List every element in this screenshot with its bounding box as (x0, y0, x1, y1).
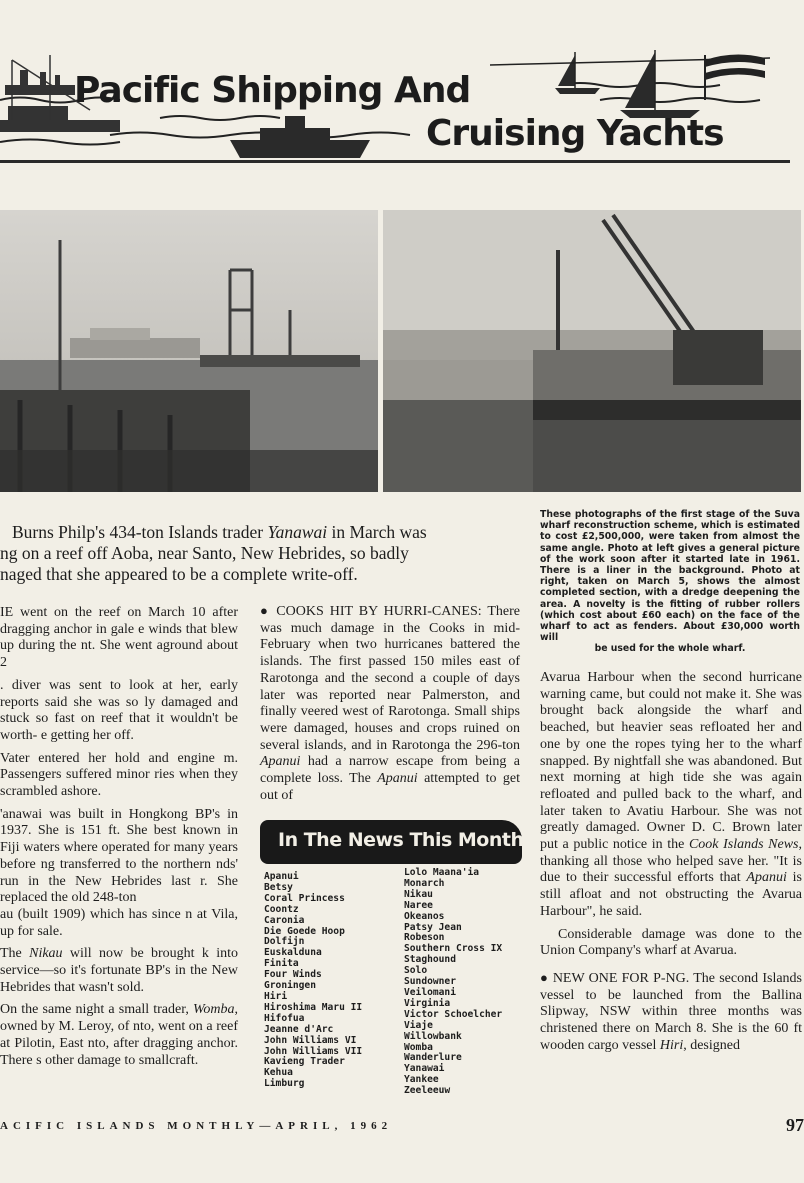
col3-para-1: Avarua Harbour when the second hurricane warning came, but could not make it. She was brought back alongside the wharf and beached, but heavier seas refloated her and one by one the ropes tying her to the wharf snapped. By nightfall she was abandoned. But next morning at high tide she was again refloated and pulled back to the wharf, and later taken to Avatiu Harbour. She was not greatly damaged. Owner D. C. Brown later put a public notice in the (540, 670, 802, 853)
ship-list-item: Coral Princess (264, 892, 345, 904)
column-3 (540, 670, 802, 1060)
col1-para-5a: The (0, 946, 22, 962)
photo-caption (540, 509, 800, 655)
ship-list-right (404, 868, 502, 1097)
col3-ship-apanui: Apanui (746, 870, 787, 886)
caption-text: These photographs of the first stage of the Suva wharf reconstruction scheme, which is estimated to cost £2,500,000, were taken from almost the same angle. Photo at left gives a general picture of the work soon after it started late in 1961. There is a liner in the background. Photo at right, taken on March 5, shows the almost completed section, with a dredge deepening the area. A novelty is the fitting of rubber rollers (which cost about £60 each) on the face of the wharf to act as fenders. About £30,000 worth will (540, 509, 800, 644)
ship-list-item: Zeeleeuw (404, 1085, 451, 1097)
wharf-photo-right (383, 210, 801, 492)
intro-line-3: naged that she appeared to be a complete write-off. (0, 564, 358, 584)
page-footer: ACIFIC ISLANDS MONTHLY—APRIL, 1962 (0, 1120, 393, 1132)
intro-line-2: ng on a reef off Aoba, near Santo, New Hebrides, so badly (0, 543, 409, 563)
ship-list-item: Willowbank (404, 1030, 462, 1042)
ship-list-item: Groningen (264, 980, 316, 992)
ship-list-item: Robeson (404, 932, 445, 944)
col3-para-1b: , thanking all those who helped save her. "It is due to their successful efforts that (540, 837, 803, 886)
col1-ship-womba: Womba (193, 1002, 235, 1018)
bullet-icon: ● (540, 969, 549, 985)
ship-list-item: Apanui (264, 871, 299, 882)
ship-list-item: Victor Schoelcher (404, 1008, 503, 1020)
col3-para-2: Considerable damage was done to the Union Company's wharf at Avarua. (540, 926, 802, 959)
ship-list-item: Dolfijn (264, 936, 305, 948)
ship-list-item: Naree (404, 899, 433, 911)
bullet-icon: ● (260, 603, 271, 618)
col2-text: There was much damage in the Cooks in mid-February when two hurricanes battered the islands. The first passed 150 miles east of Rarotonga and the second a couple of days later was reported near Palmerston, and finally veered west of Rarotonga. Small ships were damaged, houses and crops ruined on several islands, and in Rarotonga the 296-ton (260, 604, 521, 753)
ship-list-left (264, 872, 362, 1090)
news-box-title: In The News This Month (278, 829, 524, 851)
col1-para-3: Vater entered her hold and engine m. Passengers suffered minor ries when they scrambled ashore. (0, 750, 238, 800)
ship-list-item: Okeanos (404, 910, 445, 922)
header-banner (0, 40, 801, 170)
col1-para-6b: , owned by M. Leroy, of nto, went on a reef at Pilotin, East nto, after dragging anchor. There s other damage to smallcraft. (0, 1002, 239, 1068)
ship-list-item: John Williams VII (264, 1045, 363, 1057)
ship-list-item: Solo (404, 965, 428, 977)
col3-para-3: The second Islands vessel to be launched from the Ballina Slipway, NSW within three months was christened there on March 8. She is the 60 ft wooden cargo vessel (540, 970, 802, 1053)
col3-paper-name: Cook Islands News (688, 837, 799, 853)
ship-list-item: Patsy Jean (404, 921, 462, 933)
title-line-2: Cruising Yachts (426, 113, 724, 154)
ship-list-item: Caronia (264, 914, 305, 926)
photo-wharf-completed (383, 210, 801, 492)
caption-text-end: be used for the whole wharf. (594, 643, 746, 655)
col3-heading: NEW ONE FOR P-NG. (552, 970, 690, 986)
ship-list-item: Coontz (264, 903, 299, 915)
news-box (260, 820, 522, 864)
ship-list-item: Finita (264, 958, 299, 970)
col3-para-1c: is still afloat and not obstructing the Avarua Harbour", he said. (540, 870, 803, 919)
ship-list-item: Hiroshima Maru II (264, 1001, 363, 1013)
ship-list-item: Limburg (264, 1078, 305, 1090)
col2-text-2: had a narrow escape from being a complete loss. The (260, 754, 520, 787)
ship-list-item: Monarch (404, 877, 445, 889)
col2-heading: COOKS HIT BY HURRI-CANES: (276, 604, 482, 619)
col3-ship-hiri: Hiri (659, 1037, 684, 1053)
ship-list-item: Virginia (404, 997, 451, 1009)
ship-list-item: Jeanne d'Arc (264, 1023, 334, 1035)
intro-text-2: in March was (331, 522, 427, 542)
ship-list-item: Yankee (404, 1074, 439, 1086)
ship-list-item: Veilomani (404, 986, 456, 998)
wharf-photo-left (0, 210, 378, 492)
ship-list-item: Euskalduna (264, 947, 322, 959)
ship-list-item: Kehua (264, 1067, 293, 1079)
col1-para-5b: will now be brought k into service—so it's fortunate BP's in the New Hebrides that wasn't sold. (0, 946, 239, 995)
ship-list-item: Womba (404, 1041, 433, 1053)
col3-para-3b: , designed (683, 1037, 740, 1053)
page-number: 97 (786, 1115, 804, 1135)
ship-list-item: Staghound (404, 954, 456, 966)
ship-list-item: Yanawai (404, 1063, 445, 1075)
ship-list-item: Hiri (264, 990, 288, 1002)
photo-wharf-early (0, 210, 378, 492)
ship-list-item: Wanderlure (404, 1052, 462, 1064)
ship-list-item: Southern Cross IX (404, 943, 503, 955)
intro-text-1: Burns Philp's 434-ton Islands trader (12, 522, 264, 542)
ship-list-item: Viaje (404, 1019, 433, 1031)
ship-list-item: Hifofua (264, 1012, 305, 1024)
col1-para-6a: On the same night a small trader, (0, 1002, 189, 1018)
ship-list-item: Kavieng Trader (264, 1056, 345, 1068)
col2-text-3: attempted to get out of (260, 771, 521, 803)
col2-ship-apanui: Apanui (260, 754, 301, 770)
column-1 (0, 605, 238, 1075)
ship-list-item: Die Goede Hoop (264, 925, 345, 937)
ship-list-item: Betsy (264, 881, 293, 893)
intro-ship-name: Yanawai (267, 522, 328, 542)
col1-para-1: IE went on the reef on March 10 after dragging anchor in gale e winds that blew up during the nt. She went aground about 2 (0, 605, 238, 671)
column-2 (260, 603, 520, 810)
col1-ship-nikau: Nikau (29, 946, 63, 962)
col2-ship-apanui-2: Apanui (377, 771, 418, 787)
col1-para-4: 'anawai was built in Hongkong BP's in 1937. She is 151 ft. She best known in Fiji waters where operated for many years before ng transferred to the northern nds' run in the New Hebrides last r. She replaced the old 248-ton (0, 806, 238, 906)
ship-list-item: Nikau (404, 888, 433, 900)
ship-list-item: Lolo Maana'ia (404, 867, 480, 878)
col1-para-4b: au (built 1909) which has since n at Vila, up for sale. (0, 906, 238, 939)
ship-list-item: John Williams VI (264, 1034, 357, 1046)
title-line-1: Pacific Shipping And (74, 70, 471, 111)
col1-para-2: . diver was sent to look at her, early reports said she was so ly damaged and stuck so fast on reef that it wouldn't be worth- e getting her off. (0, 677, 238, 743)
ship-list-item: Four Winds (264, 969, 322, 981)
intro-paragraph (0, 522, 520, 585)
ship-list-item: Sundowner (404, 976, 456, 988)
